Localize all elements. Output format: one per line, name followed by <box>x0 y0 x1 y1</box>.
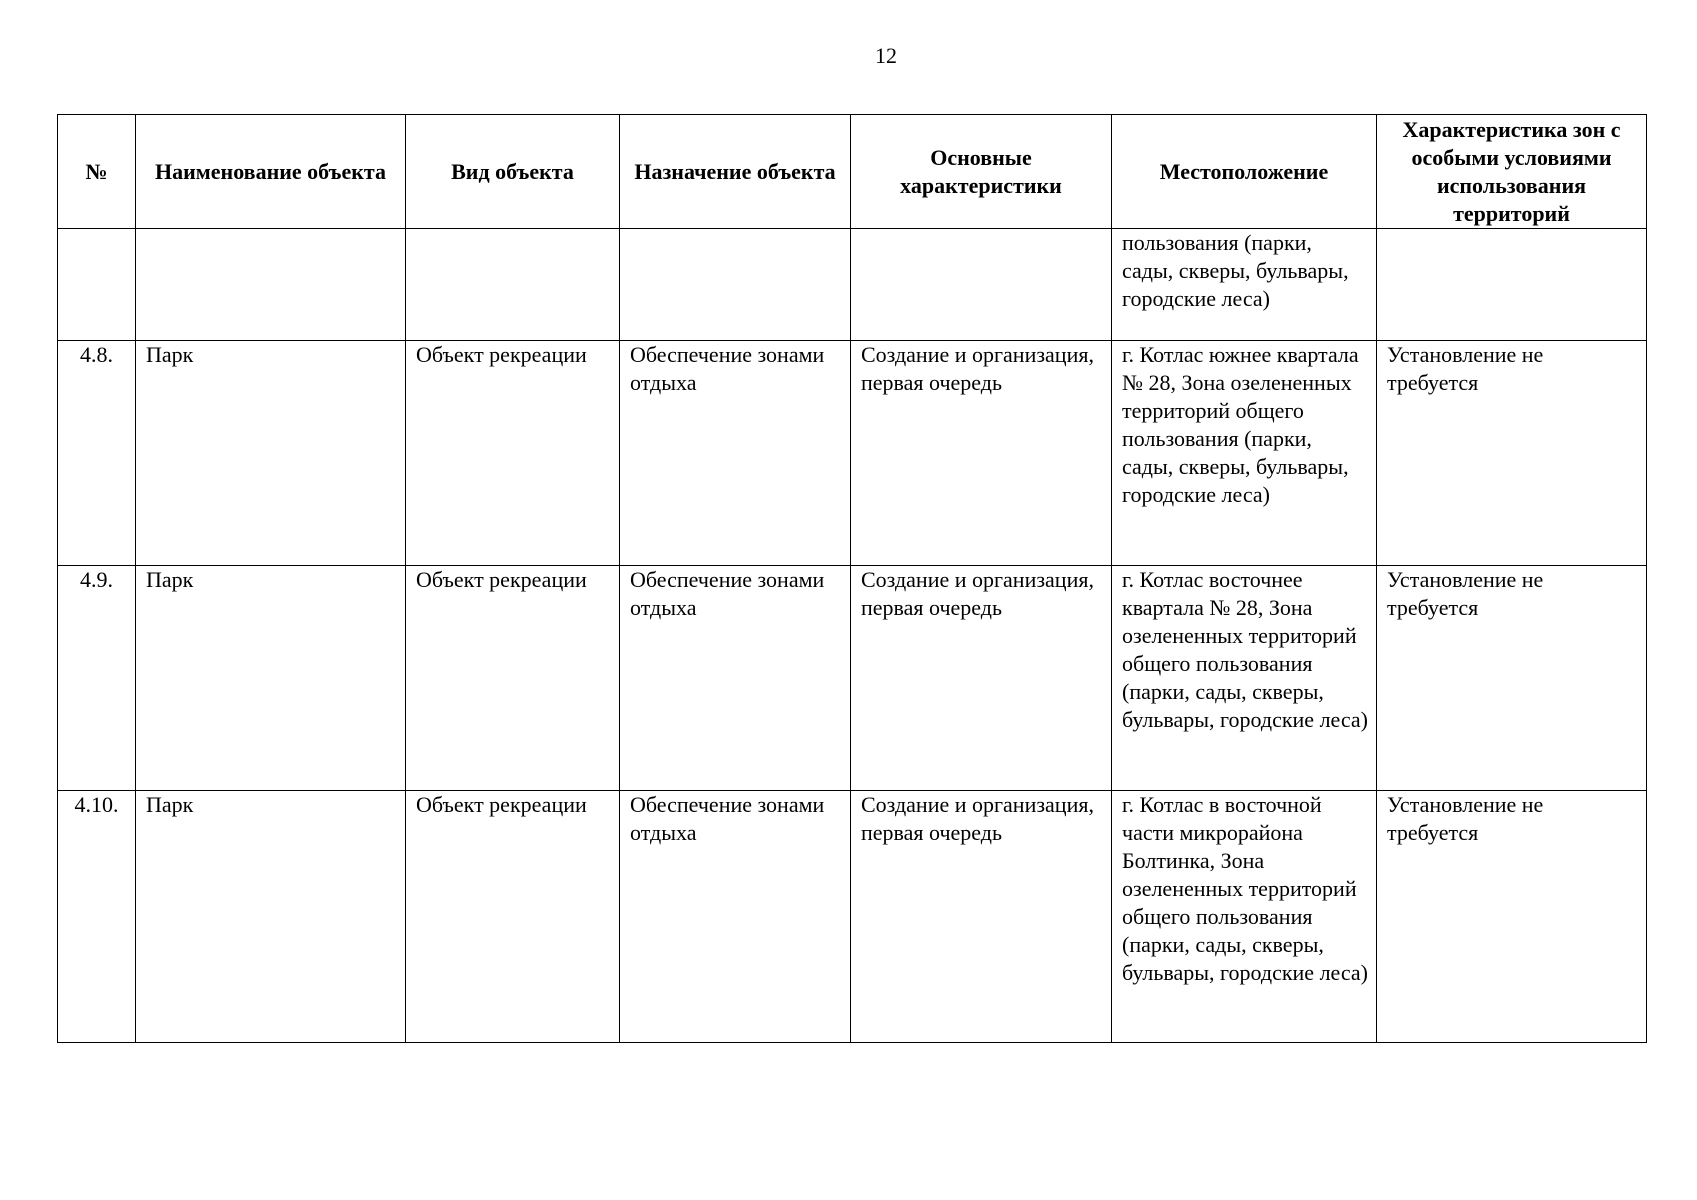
table-row <box>58 566 1647 791</box>
cell-zones: Установление не требуется <box>1377 341 1647 566</box>
table-row <box>58 341 1647 566</box>
objects-table <box>57 114 1647 1043</box>
cell-zones: Установление не требуется <box>1377 791 1647 1043</box>
cell-characteristics: Создание и организация, первая очередь <box>851 791 1112 1043</box>
header-name: Наименование объекта <box>136 115 406 229</box>
cell-characteristics: Создание и организация, первая очередь <box>851 341 1112 566</box>
page-number: 12 <box>875 43 897 68</box>
cell-purpose: Обеспечение зонами отдыха <box>620 341 851 566</box>
cell-empty <box>620 229 851 341</box>
header-characteristics: Основные характеристики <box>851 115 1112 229</box>
cell-empty <box>136 229 406 341</box>
cell-kind: Объект рекреации <box>406 566 620 791</box>
header-location: Местоположение <box>1112 115 1377 229</box>
table-header-row <box>58 115 1647 229</box>
cell-zones: Установление не требуется <box>1377 566 1647 791</box>
cell-number: 4.9. <box>58 566 136 791</box>
cell-name: Парк <box>136 341 406 566</box>
header-zones: Характеристика зон с особыми условиями использования территорий <box>1377 115 1647 229</box>
cell-empty <box>58 229 136 341</box>
cell-characteristics: Создание и организация, первая очередь <box>851 566 1112 791</box>
header-number: № <box>58 115 136 229</box>
cell-empty <box>851 229 1112 341</box>
cell-name: Парк <box>136 566 406 791</box>
cell-kind: Объект рекреации <box>406 791 620 1043</box>
cell-empty <box>1377 229 1647 341</box>
table-row <box>58 791 1647 1043</box>
header-purpose: Назначение объекта <box>620 115 851 229</box>
cell-location: г. Котлас в восточной части микрорайона Болтинка, Зона озелененных территорий общего пользования (парки, сады, скверы, бульвары, городские леса) <box>1112 791 1377 1043</box>
cell-purpose: Обеспечение зонами отдыха <box>620 791 851 1043</box>
cell-empty <box>406 229 620 341</box>
cell-location: г. Котлас восточнее квартала № 28, Зона озелененных территорий общего пользования (парки, сады, скверы, бульвары, городские леса) <box>1112 566 1377 791</box>
cell-location: пользования (парки, сады, скверы, бульвары, городские леса) <box>1112 229 1377 341</box>
cell-purpose: Обеспечение зонами отдыха <box>620 566 851 791</box>
cell-location: г. Котлас южнее квартала № 28, Зона озелененных территорий общего пользования (парки, сады, скверы, бульвары, городские леса) <box>1112 341 1377 566</box>
cell-name: Парк <box>136 791 406 1043</box>
header-kind: Вид объекта <box>406 115 620 229</box>
table-row-continuation <box>58 229 1647 341</box>
cell-kind: Объект рекреации <box>406 341 620 566</box>
cell-number: 4.8. <box>58 341 136 566</box>
cell-number: 4.10. <box>58 791 136 1043</box>
